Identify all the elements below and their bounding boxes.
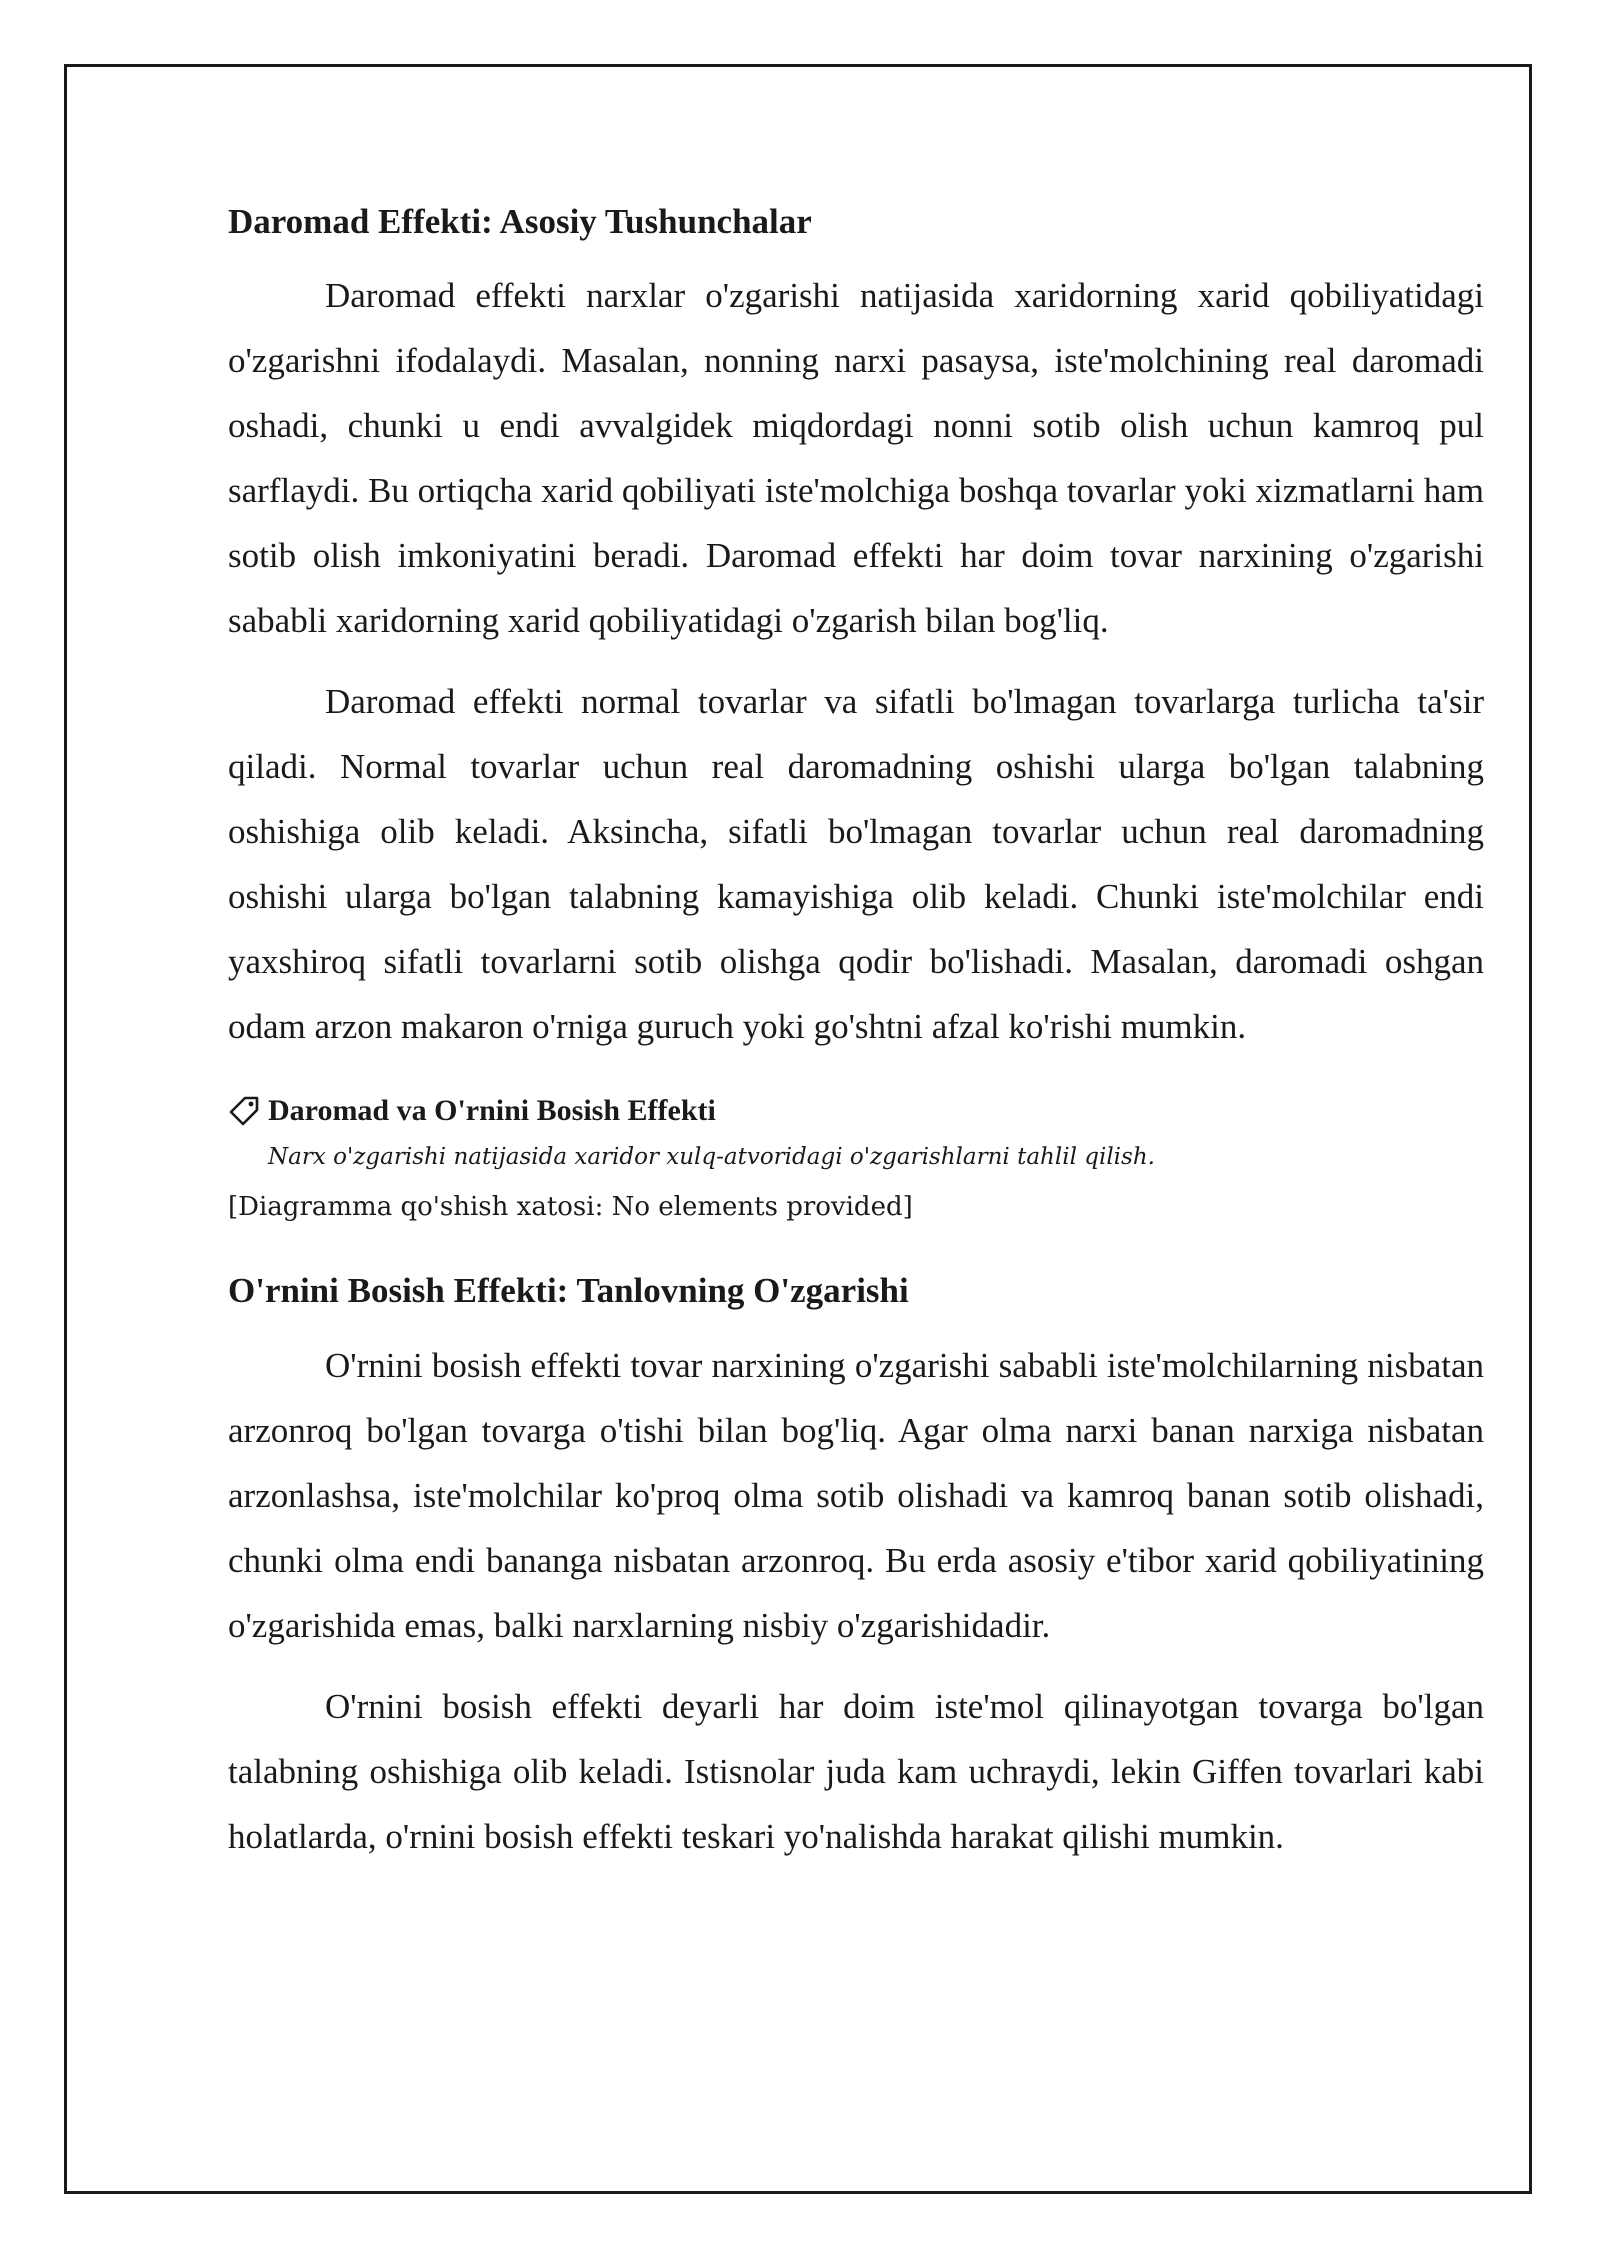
- diagram-subtitle: Narx o'zgarishi natijasida xaridor xulq-atvoridagi o'zgarishlarni tahlil qilish.: [268, 1144, 1155, 1170]
- document-body: [228, 196, 1484, 1869]
- section-heading-income-effect: Daromad Effekti: Asosiy Tushunchalar: [228, 202, 812, 241]
- diagram-title-row: [228, 1089, 1484, 1133]
- paragraph: O'rnini bosish effekti tovar narxining o'zgarishi sababli iste'molchilarning nisbatan arzonroq bo'lgan tovarga o'tishi bilan bog'liq. Agar olma narxi banan narxiga nisbatan arzonlashsa, iste'molchilar ko'proq olma sotib olishadi va kamroq banan sotib olishadi, chunki olma endi bananga nisbatan arzonroq. Bu erda asosiy e'tibor xarid qobiliyatining o'zgarishida emas, balki narxlarning nisbiy o'zgarishidadir.: [228, 1346, 1484, 1645]
- diagram-title: Daromad va O'rnini Bosish Effekti: [268, 1094, 716, 1127]
- diagram-block: [228, 1089, 1484, 1229]
- section-heading-substitution-effect: O'rnini Bosish Effekti: Tanlovning O'zgarishi: [228, 1271, 909, 1310]
- tag-icon: [228, 1095, 260, 1127]
- diagram-error-message: [Diagramma qo'shish xatosi: No elements provided]: [228, 1192, 913, 1222]
- paragraph: Daromad effekti normal tovarlar va sifatli bo'lmagan tovarlarga turlicha ta'sir qiladi. Normal tovarlar uchun real daromadning oshishi ularga bo'lgan talabning oshishiga olib keladi. Aksincha, sifatli bo'lmagan tovarlar uchun real daromadning oshishi ularga bo'lgan talabning kamayishiga olib keladi. Chunki iste'molchilar endi yaxshiroq sifatli tovarlarni sotib olishga qodir bo'lishadi. Masalan, daromadi oshgan odam arzon makaron o'rniga guruch yoki go'shtni afzal ko'rishi mumkin.: [228, 682, 1484, 1046]
- paragraph: Daromad effekti narxlar o'zgarishi natijasida xaridorning xarid qobiliyatidagi o'zgarishni ifodalaydi. Masalan, nonning narxi pasaysa, iste'molchining real daromadi oshadi, chunki u endi avvalgidek miqdordagi nonni sotib olish uchun kamroq pul sarflaydi. Bu ortiqcha xarid qobiliyati iste'molchiga boshqa tovarlar yoki xizmatlarni ham sotib olish imkoniyatini beradi. Daromad effekti har doim tovar narxining o'zgarishi sababli xaridorning xarid qobiliyatidagi o'zgarish bilan bog'liq.: [228, 276, 1484, 640]
- paragraph: O'rnini bosish effekti deyarli har doim iste'mol qilinayotgan tovarga bo'lgan talabning oshishiga olib keladi. Istisnolar juda kam uchraydi, lekin Giffen tovarlari kabi holatlarda, o'rnini bosish effekti teskari yo'nalishda harakat qilishi mumkin.: [228, 1687, 1484, 1856]
